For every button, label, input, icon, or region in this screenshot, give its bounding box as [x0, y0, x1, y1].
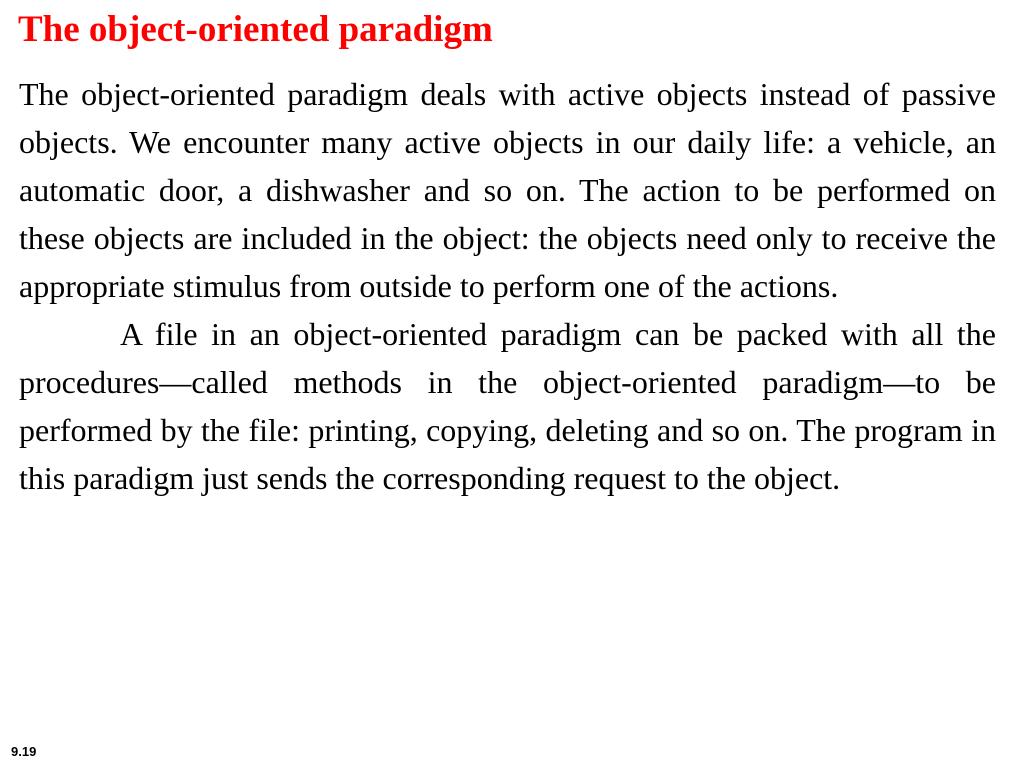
slide-number: 9.19 [11, 744, 37, 759]
body-paragraph-2: A file in an object-oriented paradigm can be packed with all the procedures—called methods in the object-oriented paradigm—to be performed by the file: printing, copying, deleting and so on. The program in this paradigm just sends the corresponding request to the object. [19, 316, 996, 496]
slide-body [19, 70, 996, 502]
body-paragraph-1: The object-oriented paradigm deals with active objects instead of passive objects. We encounter many active objects in our daily life: a vehicle, an automatic door, a dishwasher and so on. The action to be performed on these objects are included in the object: the objects need only to receive the appropriate stimulus from outside to perform one of the actions. [19, 76, 996, 304]
slide-title: The object-oriented paradigm [18, 9, 493, 50]
